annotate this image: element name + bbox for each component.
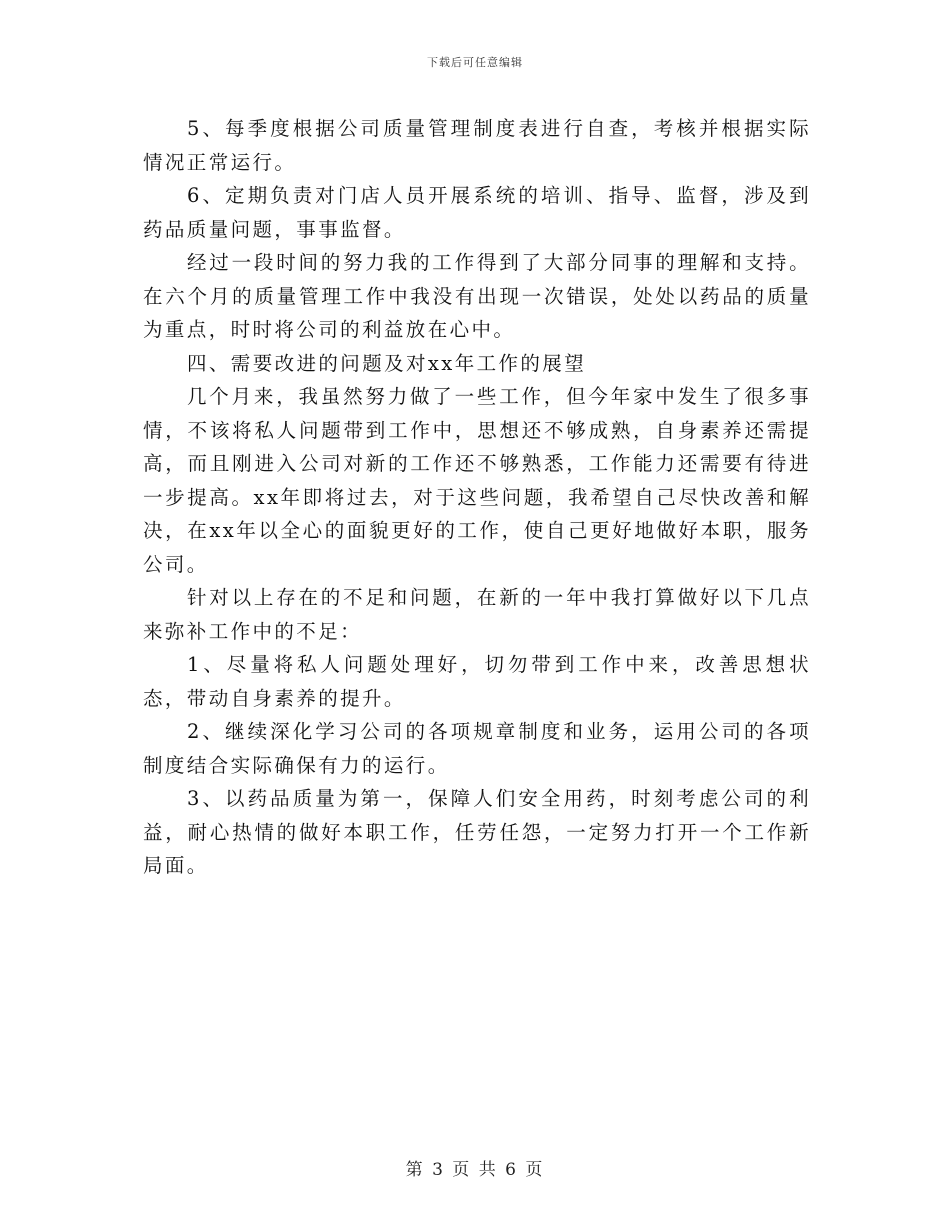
- paragraph-item-6: 6、定期负责对门店人员开展系统的培训、指导、监督，涉及到药品质量问题，事事监督。: [143, 184, 811, 241]
- paragraph-plan-intro: 针对以上存在的不足和问题，在新的一年中我打算做好以下几点来弥补工作中的不足：: [143, 586, 811, 643]
- paragraph-plan-item-2: 2、继续深化学习公司的各项规章制度和业务，运用公司的各项制度结合实际确保有力的运行。: [143, 720, 811, 777]
- paragraph-item-5: 5、每季度根据公司质量管理制度表进行自查，考核并根据实际情况正常运行。: [143, 117, 811, 174]
- paragraph-progress-summary: 经过一段时间的努力我的工作得到了大部分同事的理解和支持。在六个月的质量管理工作中我没有出现一次错误，处处以药品的质量为重点，时时将公司的利益放在心中。: [143, 251, 811, 341]
- header-note: 下载后可任意编辑: [427, 56, 523, 69]
- document-body: [143, 112, 811, 883]
- section-heading-improvements: 四、需要改进的问题及对xx年工作的展望: [187, 351, 587, 375]
- paragraph-plan-item-1: 1、尽量将私人问题处理好，切勿带到工作中来，改善思想状态，带动自身素养的提升。: [143, 653, 811, 710]
- page-number: 第 3 页 共 6 页: [405, 1160, 545, 1180]
- paragraph-self-reflection: 几个月来，我虽然努力做了一些工作，但今年家中发生了很多事情，不该将私人问题带到工作中，思想还不够成熟，自身素养还需提高，而且刚进入公司对新的工作还不够熟悉，工作能力还需要有待进一步提高。xx年即将过去，对于这些问题，我希望自己尽快改善和解决，在xx年以全心的面貌更好的工作，使自己更好地做好本职，服务公司。: [143, 385, 811, 576]
- paragraph-plan-item-3: 3、以药品质量为第一，保障人们安全用药，时刻考虑公司的利益，耐心热情的做好本职工作，任劳任怨，一定努力打开一个工作新局面。: [143, 787, 811, 877]
